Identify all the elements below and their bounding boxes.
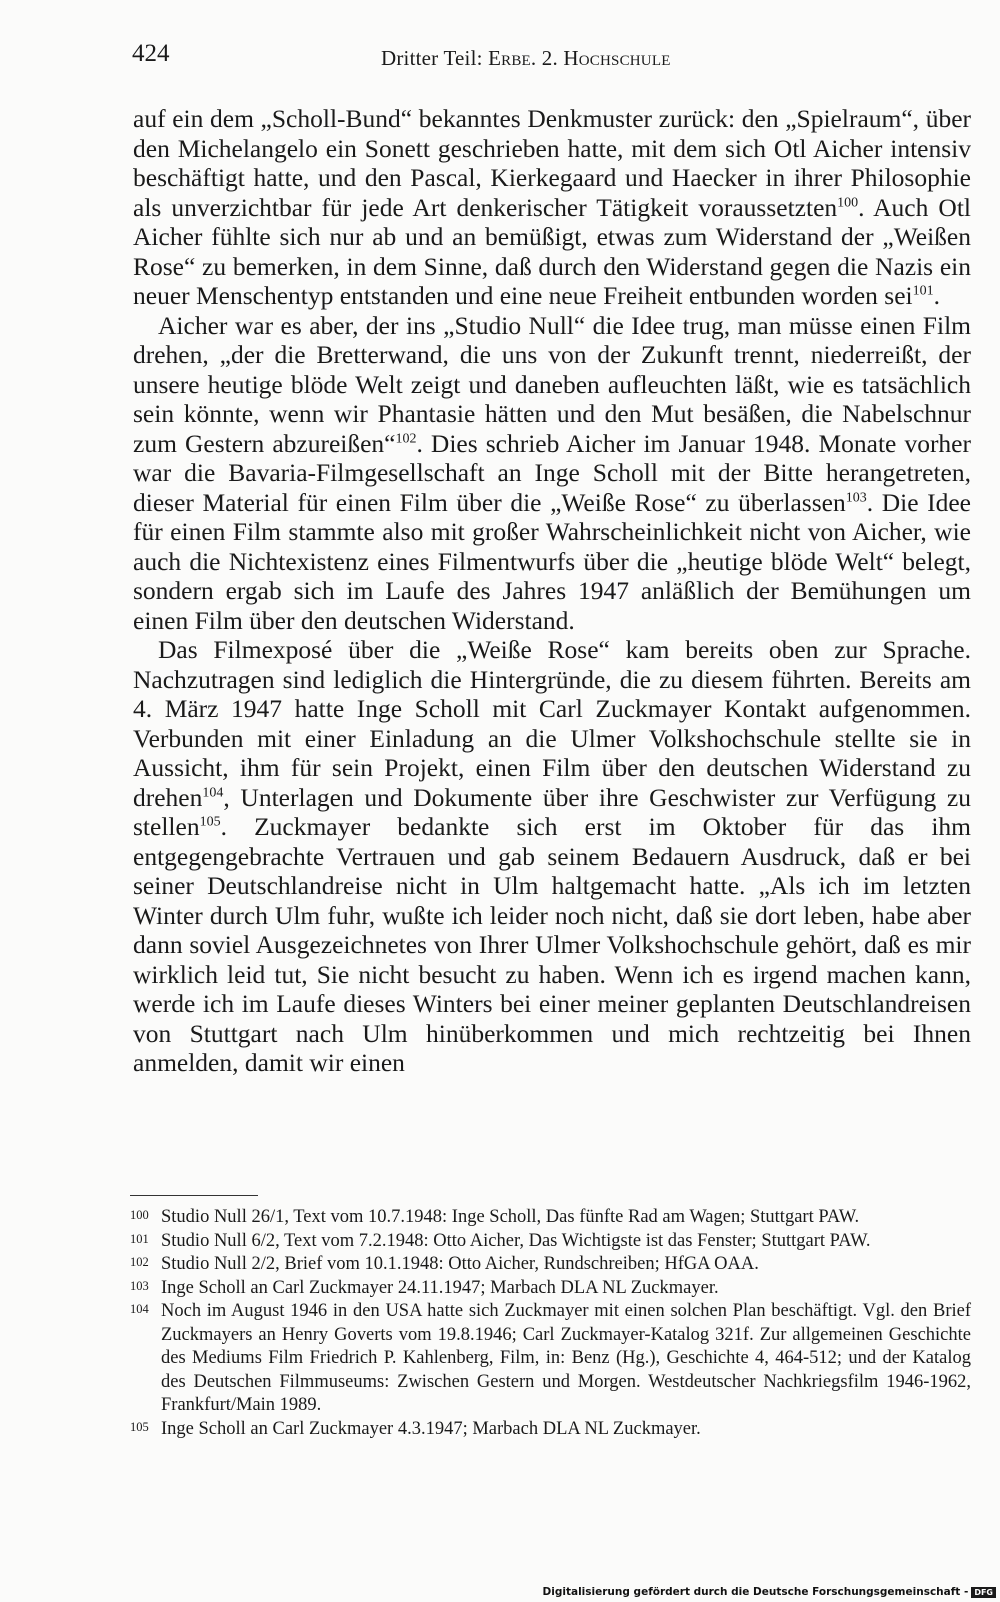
paragraph-2-text-a: Aicher war es aber, der ins „Studio Null“ die Idee trug, man müsse einen Film drehen, „der die Bretterwand, die uns von der Zukunft trennt, niederreißt, der unsere heutige blöde Welt zeigt und daneben aufleuchten läßt, wie es tatsächlich sein könnte, wenn wir Phantasie hätten und den Mut besäßen, die Nabelschnur zum Gestern abzureißen“ [133, 310, 971, 458]
paragraph-1-text-b: . Auch Otl Aicher fühlte sich nur ab und an bemüßigt, etwas zum Widerstand der „Weißen Rose“ zu bemerken, in dem Sinne, daß durch den Widerstand gegen die Nazis ein neuer Menschentyp entstanden und eine neue Freiheit entbunden worden sei [133, 192, 971, 310]
footnote-ref-102: 102 [395, 431, 417, 446]
footnote-ref-100: 100 [837, 195, 859, 210]
footnote-ref-105: 105 [199, 814, 221, 830]
footnote-number: 102 [130, 1255, 149, 1269]
footnote-text: Inge Scholl an Carl Zuckmayer 24.11.1947; Marbach DLA NL Zuckmayer. [161, 1277, 719, 1298]
footnote-text: Studio Null 6/2, Text vom 7.2.1948: Otto Aicher, Das Wichtigste ist das Fenster; Stuttgart PAW. [161, 1230, 871, 1251]
running-header-title: Dritter Teil: [381, 46, 489, 70]
paragraph-1 [133, 104, 971, 311]
running-header-section: Erbe. 2. Hochschule [488, 46, 671, 70]
footnote-ref-103: 103 [845, 490, 867, 505]
footnote-104 [130, 1300, 971, 1418]
page-number: 424 [132, 40, 170, 67]
digitization-credit [543, 1586, 996, 1598]
footnote-text: Inge Scholl an Carl Zuckmayer 4.3.1947; Marbach DLA NL Zuckmayer. [161, 1418, 701, 1439]
footnote-text: Noch im August 1946 in den USA hatte sich Zuckmayer mit einen solchen Plan beschäftigt. Vgl. den Brief Zuckmayers an Henry Goverts vom 19.8.1946; Carl Zuckmayer-Katalog 321f. Zur allgemeinen Geschichte des Mediums Film Friedrich P. Kahlenberg, Film, in: Benz (Hg.), Geschichte 4, 464-512; und der Katalog des Deutschen Filmmuseums: Zwischen Gestern und Morgen. Westdeutscher Nachkriegsfilm 1946-1962, Frankfurt/Main 1989. [161, 1301, 971, 1415]
footnote-105 [130, 1418, 971, 1442]
paragraph-1-text-a: auf ein dem „Scholl-Bund“ bekanntes Denkmuster zurück: den „Spielraum“, über den Michelangelo ein Sonett geschrieben hatte, mit dem sich Otl Aicher intensiv beschäftigt hatte, und den Pascal, Kierkegaard und Haecker in ihrer Philosophie als unverzichtbar für jede Art denkerischer Tätigkeit voraussetzten [133, 104, 971, 222]
footnote-rule [130, 1195, 258, 1196]
running-header [381, 46, 671, 71]
footnote-ref-101: 101 [912, 283, 934, 299]
footnote-103 [130, 1277, 971, 1301]
paragraph-3-text-c: . Zuckmayer bedankte sich erst im Oktober für das ihm entgegengebrachte Vertrauen und gab seinem Bedauern Ausdruck, daß er bei seiner Deutschlandreise nicht in Ulm haltgemacht hatte. „Als ich im letzten Winter durch Ulm fuhr, wußte ich leider noch nicht, daß sie dort leben, habe aber dann soviel Ausgezeichnetes von Ihrer Ulmer Volkshochschule gehört, daß es mir wirklich leid tut, Sie nicht besucht zu haben. Wenn ich es irgend machen kann, werde ich im Laufe dieses Winters bei einer meiner geplanten Deutschlandreisen von Stuttgart nach Ulm hinüberkommen und mich rechtzeitig bei Ihnen anmelden, damit wir einen [133, 812, 971, 1077]
dfg-logo: DFG [971, 1587, 996, 1598]
paragraph-2-text-b: . Dies schrieb Aicher im Januar 1948. Monate vorher war die Bavaria-Filmgesellschaft an Inge Scholl mit der Bitte herangetreten, dieser Material für einen Film über die „Weiße Rose“ zu überlassen [133, 428, 971, 517]
footnote-number: 104 [130, 1302, 149, 1316]
paragraph-3 [133, 635, 971, 1078]
footnote-100 [130, 1206, 971, 1230]
footnote-text: Studio Null 2/2, Brief vom 10.1.1948: Otto Aicher, Rundschreiben; HfGA OAA. [161, 1254, 759, 1274]
footnote-ref-104: 104 [202, 785, 224, 800]
footnote-number: 101 [130, 1231, 149, 1246]
footnote-101 [130, 1230, 971, 1254]
footnote-number: 100 [130, 1208, 149, 1222]
footnote-text: Studio Null 26/1, Text vom 10.7.1948: Inge Scholl, Das fünfte Rad am Wagen; Stuttgart PAW. [161, 1207, 860, 1227]
credit-text: Digitalisierung gefördert durch die Deutsche Forschungsgemeinschaft - [542, 1586, 969, 1598]
paragraph-1-text-c: . [933, 281, 941, 310]
paragraph-2 [133, 311, 971, 636]
footnotes [130, 1206, 971, 1441]
footnote-number: 103 [130, 1278, 149, 1293]
footnote-number: 105 [130, 1419, 149, 1434]
footnote-102 [130, 1253, 971, 1277]
body-text [133, 104, 971, 1078]
paragraph-3-text-a: Das Filmexposé über die „Weiße Rose“ kam bereits oben zur Sprache. Nachzutragen sind lediglich die Hintergründe, die zu diesem führten. Bereits am 4. März 1947 hatte Inge Scholl mit Carl Zuckmayer Kontakt aufgenommen. Verbunden mit einer Einladung an die Ulmer Volkshochschule stellte sie in Aussicht, ihm für sein Projekt, einen Film über den deutschen Widerstand zu drehen [133, 635, 971, 812]
paragraph-3-text-b: , Unterlagen und Dokumente über ihre Geschwister zur Verfügung zu stellen [133, 782, 971, 841]
paragraph-2-text-c: . Die Idee für einen Film stammte also mit großer Wahrscheinlichkeit nicht von Aicher, wie auch die Nichtexistenz eines Filmentwurfs über die „heutige blöde Welt“ belegt, sondern ergab sich im Laufe des Jahres 1947 anläßlich der Bemühungen um einen Film über den deutschen Widerstand. [133, 487, 971, 635]
